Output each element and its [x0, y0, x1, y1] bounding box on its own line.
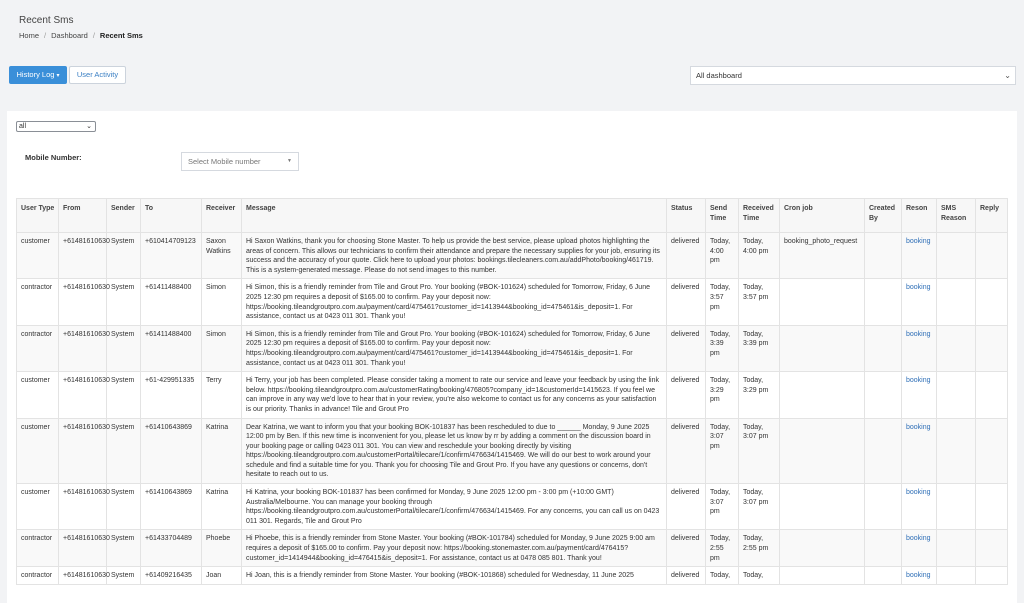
- received-time-cell: Today, 3:57 pm: [739, 279, 780, 325]
- breadcrumb-home[interactable]: Home: [19, 31, 40, 40]
- reply-cell: [976, 372, 1008, 418]
- col-to: To: [141, 199, 202, 233]
- reply-cell: [976, 325, 1008, 371]
- created-by-cell: [865, 418, 902, 484]
- sms-reason-cell: [937, 325, 976, 371]
- col-message: Message: [242, 199, 667, 233]
- from-cell: +61481610630: [59, 279, 107, 325]
- send-time-cell: Today,: [706, 567, 739, 585]
- receiver-cell: Terry: [202, 372, 242, 418]
- table-header-row: [17, 199, 1008, 233]
- send-time-cell: Today, 3:39 pm: [706, 325, 739, 371]
- receiver-cell: Simon: [202, 325, 242, 371]
- reason-link[interactable]: booking: [902, 418, 937, 484]
- col-cron-job: Cron job: [780, 199, 865, 233]
- user-type-filter-select[interactable]: all ⌄: [16, 121, 96, 132]
- user-type-cell: customer: [17, 418, 59, 484]
- to-cell: +610414709123: [141, 233, 202, 279]
- to-cell: +61410643869: [141, 418, 202, 484]
- sender-cell: System: [107, 567, 141, 585]
- created-by-cell: [865, 484, 902, 530]
- caret-down-icon: ▼: [287, 158, 292, 164]
- status-cell: delivered: [667, 418, 706, 484]
- to-cell: +61410643869: [141, 484, 202, 530]
- received-time-cell: Today, 3:07 pm: [739, 418, 780, 484]
- from-cell: +61481610630: [59, 530, 107, 567]
- cron-job-cell: [780, 418, 865, 484]
- breadcrumb-dashboard[interactable]: Dashboard: [51, 31, 88, 40]
- receiver-cell: Phoebe: [202, 530, 242, 567]
- user-type-cell: contractor: [17, 325, 59, 371]
- col-sms-reason: SMS Reason: [937, 199, 976, 233]
- history-log-button[interactable]: History Log ▾: [9, 66, 67, 84]
- reason-link[interactable]: booking: [902, 233, 937, 279]
- receiver-cell: Katrina: [202, 484, 242, 530]
- col-sender: Sender: [107, 199, 141, 233]
- receiver-cell: Simon: [202, 279, 242, 325]
- top-bar: [0, 0, 1024, 97]
- sms-reason-cell: [937, 418, 976, 484]
- cron-job-cell: [780, 484, 865, 530]
- col-received-time: Received Time: [739, 199, 780, 233]
- receiver-cell: Saxon Watkins: [202, 233, 242, 279]
- col-status: Status: [667, 199, 706, 233]
- sender-cell: System: [107, 325, 141, 371]
- cron-job-cell: [780, 567, 865, 585]
- reason-link[interactable]: booking: [902, 484, 937, 530]
- sender-cell: System: [107, 530, 141, 567]
- reply-cell: [976, 279, 1008, 325]
- status-cell: delivered: [667, 233, 706, 279]
- user-type-cell: customer: [17, 233, 59, 279]
- col-reply: Reply: [976, 199, 1008, 233]
- created-by-cell: [865, 279, 902, 325]
- table-row: [17, 530, 1008, 567]
- cron-job-cell: [780, 279, 865, 325]
- caret-down-icon: ▾: [56, 73, 60, 79]
- sender-cell: System: [107, 279, 141, 325]
- dashboard-select[interactable]: All dashboard ⌄: [690, 66, 1016, 85]
- user-type-cell: customer: [17, 484, 59, 530]
- breadcrumb-current: Recent Sms: [99, 31, 143, 40]
- sms-table: [16, 198, 1008, 585]
- user-type-cell: contractor: [17, 567, 59, 585]
- status-cell: delivered: [667, 372, 706, 418]
- to-cell: +61-429951335: [141, 372, 202, 418]
- user-activity-button[interactable]: User Activity: [69, 66, 126, 84]
- sender-cell: System: [107, 372, 141, 418]
- reason-link[interactable]: booking: [902, 325, 937, 371]
- status-cell: delivered: [667, 279, 706, 325]
- table-row: [17, 233, 1008, 279]
- reason-link[interactable]: booking: [902, 567, 937, 585]
- created-by-cell: [865, 325, 902, 371]
- sender-cell: System: [107, 233, 141, 279]
- sms-reason-cell: [937, 279, 976, 325]
- message-cell: Hi Katrina, your booking BOK-101837 has been confirmed for Monday, 9 June 2025 12:00 pm - 3:00 pm (+10:00 GMT) Australia/Melbourne. You can manage your booking through https://booking.tileandgroutpro.com.au/customerPortal/tilecare/1/confirm/476634/1415469. For any concerns, you can call us on 0423 011 301. Regards, Tile and Grout Pro: [242, 484, 667, 530]
- created-by-cell: [865, 372, 902, 418]
- received-time-cell: Today, 3:29 pm: [739, 372, 780, 418]
- reply-cell: [976, 233, 1008, 279]
- reason-link[interactable]: booking: [902, 372, 937, 418]
- status-cell: delivered: [667, 484, 706, 530]
- table-row: [17, 372, 1008, 418]
- col-reason: Reson: [902, 199, 937, 233]
- table-row: [17, 484, 1008, 530]
- created-by-cell: [865, 567, 902, 585]
- user-type-cell: contractor: [17, 279, 59, 325]
- from-cell: +61481610630: [59, 325, 107, 371]
- reply-cell: [976, 484, 1008, 530]
- sms-reason-cell: [937, 567, 976, 585]
- page-title: Recent Sms: [19, 15, 74, 26]
- col-receiver: Receiver: [202, 199, 242, 233]
- to-cell: +61411488400: [141, 279, 202, 325]
- chevron-down-icon: ⌄: [86, 123, 92, 130]
- to-cell: +61411488400: [141, 325, 202, 371]
- received-time-cell: Today, 3:39 pm: [739, 325, 780, 371]
- table-row: [17, 279, 1008, 325]
- cron-job-cell: [780, 372, 865, 418]
- received-time-cell: Today, 2:55 pm: [739, 530, 780, 567]
- status-cell: delivered: [667, 567, 706, 585]
- table-row: [17, 418, 1008, 484]
- sender-cell: System: [107, 418, 141, 484]
- user-type-cell: customer: [17, 372, 59, 418]
- message-cell: Hi Joan, this is a friendly reminder from Stone Master. Your booking (#BOK-101868) scheduled for Wednesday, 11 June 2025: [242, 567, 667, 585]
- status-cell: delivered: [667, 325, 706, 371]
- send-time-cell: Today, 3:57 pm: [706, 279, 739, 325]
- send-time-cell: Today, 4:00 pm: [706, 233, 739, 279]
- to-cell: +61409216435: [141, 567, 202, 585]
- cron-job-cell: [780, 530, 865, 567]
- sms-reason-cell: [937, 233, 976, 279]
- from-cell: +61481610630: [59, 418, 107, 484]
- from-cell: +61481610630: [59, 233, 107, 279]
- created-by-cell: [865, 530, 902, 567]
- chevron-down-icon: ⌄: [1004, 71, 1011, 80]
- send-time-cell: Today, 3:07 pm: [706, 484, 739, 530]
- sender-cell: System: [107, 484, 141, 530]
- user-type-cell: contractor: [17, 530, 59, 567]
- receiver-cell: Katrina: [202, 418, 242, 484]
- from-cell: +61481610630: [59, 567, 107, 585]
- send-time-cell: Today, 3:07 pm: [706, 418, 739, 484]
- table-row: [17, 325, 1008, 371]
- cron-job-cell: booking_photo_request: [780, 233, 865, 279]
- send-time-cell: Today, 3:29 pm: [706, 372, 739, 418]
- received-time-cell: Today,: [739, 567, 780, 585]
- cron-job-cell: [780, 325, 865, 371]
- table-row: [17, 567, 1008, 585]
- reply-cell: [976, 567, 1008, 585]
- col-user-type: User Type: [17, 199, 59, 233]
- reason-link[interactable]: booking: [902, 530, 937, 567]
- breadcrumb: Home / Dashboard / Recent Sms: [19, 31, 143, 40]
- col-from: From: [59, 199, 107, 233]
- from-cell: +61481610630: [59, 484, 107, 530]
- to-cell: +61433704489: [141, 530, 202, 567]
- reason-link[interactable]: booking: [902, 279, 937, 325]
- sms-reason-cell: [937, 530, 976, 567]
- send-time-cell: Today, 2:55 pm: [706, 530, 739, 567]
- from-cell: +61481610630: [59, 372, 107, 418]
- created-by-cell: [865, 233, 902, 279]
- receiver-cell: Joan: [202, 567, 242, 585]
- mobile-number-label: Mobile Number:: [25, 153, 82, 162]
- mobile-number-select[interactable]: Select Mobile number ▼: [181, 152, 299, 171]
- message-cell: Hi Phoebe, this is a friendly reminder from Stone Master. Your booking (#BOK-101784) scheduled for Monday, 9 June 2025 9:00 am requires a deposit of $165.00 to confirm. Pay your deposit now: https://booking.stonemaster.com.au/payment/card/476415?customer_id=1414944&booking_id=476415&is_deposit=1. For assistance, contact us at 0478 085 801. Thank you!: [242, 530, 667, 567]
- sms-panel: [7, 111, 1017, 603]
- sms-reason-cell: [937, 372, 976, 418]
- status-cell: delivered: [667, 530, 706, 567]
- message-cell: Hi Saxon Watkins, thank you for choosing Stone Master. To help us provide the best service, please upload photos highlighting the areas of concern. This allows our technicians to confirm their attendance and prepare the necessary supplies for your job, ensuring its success and the accuracy of your quote. Click here to upload your photos: bookings.tilecleaners.com.au/addPhoto/booking/461719. This is a system-generated message. Please do not send images to this number.: [242, 233, 667, 279]
- received-time-cell: Today, 3:07 pm: [739, 484, 780, 530]
- message-cell: Hi Simon, this is a friendly reminder from Tile and Grout Pro. Your booking (#BOK-101624) scheduled for Tomorrow, Friday, 6 June 2025 12:30 pm requires a deposit of $165.00 to confirm. Pay your deposit now: https://booking.tileandgroutpro.com.au/payment/card/475461?customer_id=1413944&booking_id=475461&is_deposit=1. For assistance, contact us at 0423 011 301. Thank you!: [242, 325, 667, 371]
- col-created-by: Created By: [865, 199, 902, 233]
- message-cell: Hi Terry, your job has been completed. Please consider taking a moment to rate our service and leave your feedback by using the link below. https://booking.tileandgroutpro.com.au/customerRating/booking/476805?company_id=1&customerId=1415623. If you feel we can improve in any way we'd love to hear that in your review, you're also welcome to contact us for any concerns as your satisfaction is our priority. Thanks in advance! Tile and Grout Pro: [242, 372, 667, 418]
- reply-cell: [976, 530, 1008, 567]
- message-cell: Hi Simon, this is a friendly reminder from Tile and Grout Pro. Your booking (#BOK-101624) scheduled for Tomorrow, Friday, 6 June 2025 12:30 pm requires a deposit of $165.00 to confirm. Pay your deposit now: https://booking.tileandgroutpro.com.au/payment/card/475461?customer_id=1413944&booking_id=475461&is_deposit=1. For assistance, contact us at 0423 011 301. Thank you!: [242, 279, 667, 325]
- col-send-time: Send Time: [706, 199, 739, 233]
- sms-reason-cell: [937, 484, 976, 530]
- reply-cell: [976, 418, 1008, 484]
- received-time-cell: Today, 4:00 pm: [739, 233, 780, 279]
- message-cell: Dear Katrina, we want to inform you that your booking BOK-101837 has been rescheduled to due to ______ Monday, 9 June 2025 12:00 pm by Ben. If this new time is inconvenient for you, please let us know by rr by adding a comment on the discussion board in your booking page or calling 0423 011 301. You can view and reschedule your booking directly by visiting https://booking.tileandgroutpro.com.au/customerPortal/tilecare/1/confirm/476634/1415469. We will do our best to work around your schedule and find a suitable time for you. Thank you for choosing Tile and Grout Pro. If you have any questions or concerns, don't hesitate to reach out to us.: [242, 418, 667, 484]
